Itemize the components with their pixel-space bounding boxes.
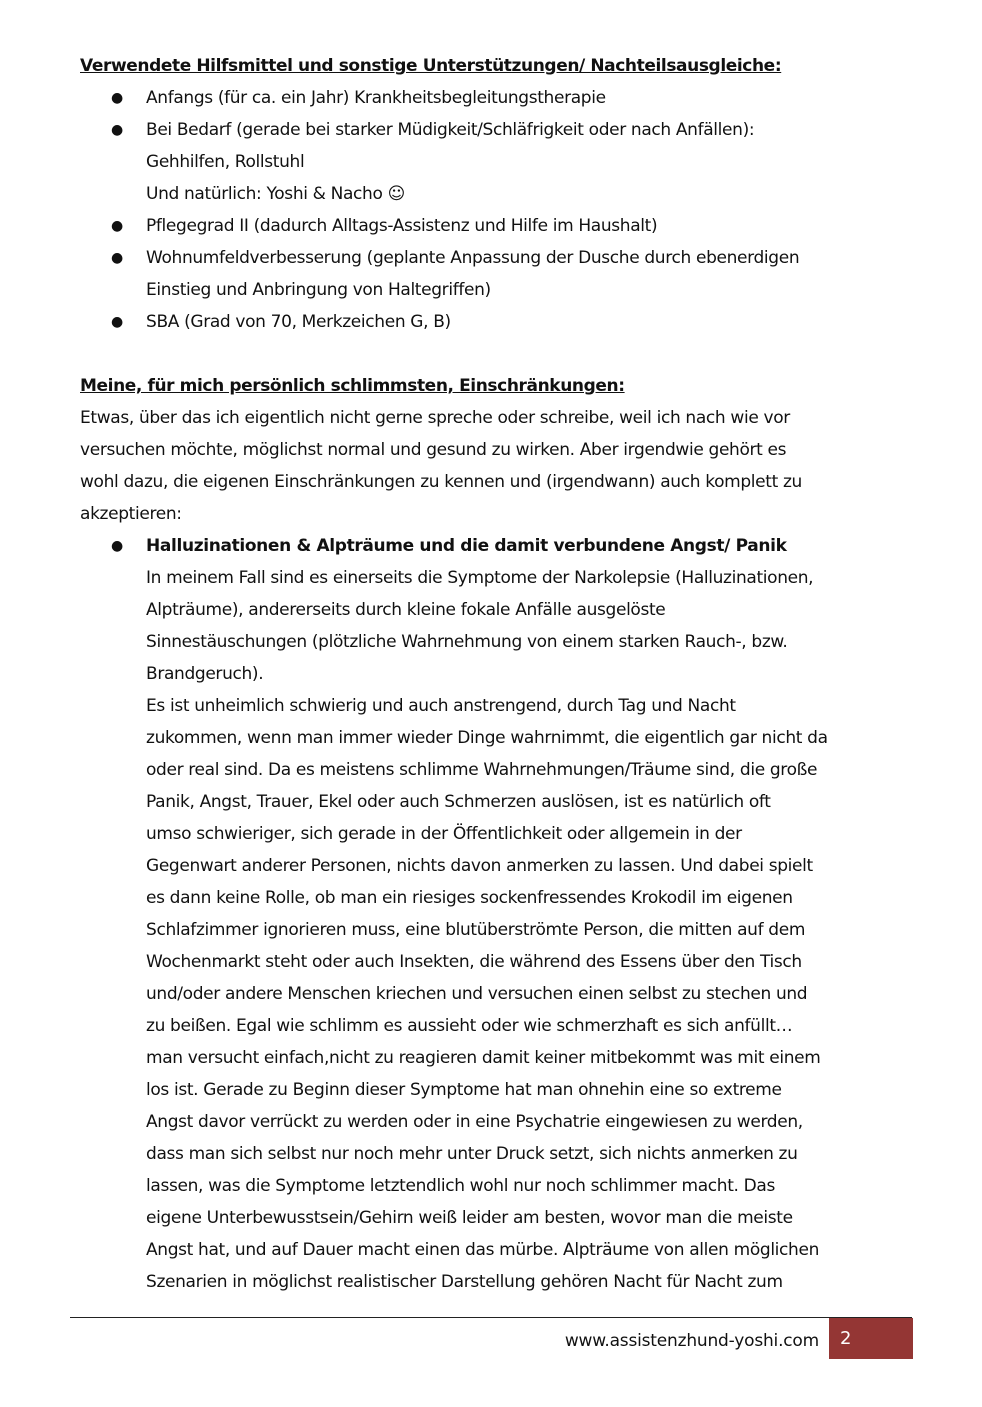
footer-website-link[interactable]: www.assistenzhund-yoshi.com [564,1331,819,1351]
bullet-icon: ● [111,250,123,266]
list-item: ● Wohnumfeldverbesserung (geplante Anpassung der Dusche durch ebenerdigen Einstieg und Anbringung von Haltegriffen) [80,242,910,306]
bullet-icon: ● [111,314,123,330]
list-item: ● Anfangs (für ca. ein Jahr) Krankheitsbegleitungstherapie [80,82,910,114]
section-heading-aids: Verwendete Hilfsmittel und sonstige Unterstützungen/ Nachteilsausgleiche: [80,56,782,76]
page-number: 2 [829,1318,913,1359]
limitations-list [80,530,910,1298]
list-item: ● Bei Bedarf (gerade bei starker Müdigkeit/Schläfrigkeit oder nach Anfällen): Gehhilfen, Rollstuhl Und natürlich: Yoshi & Nacho ☺ [80,114,910,210]
bullet-icon: ● [111,538,123,554]
bullet-icon: ● [111,122,123,138]
intro-paragraph: Etwas, über das ich eigentlich nicht gerne spreche oder schreibe, weil ich nach wie vor versuchen möchte, möglichst normal und gesund zu wirken. Aber irgendwie gehört es wohl dazu, die eigenen Einschränkungen zu kennen und (irgendwann) auch komplett zu akzeptieren: [80,408,802,524]
document-page [80,50,910,1298]
list-item: ● Pflegegrad II (dadurch Alltags-Assistenz und Hilfe im Haushalt) [80,210,910,242]
aids-list [80,82,910,338]
item-title: Halluzinationen & Alpträume und die damit verbundene Angst/ Panik [146,536,787,556]
section-heading-limitations: Meine, für mich persönlich schlimmsten, Einschränkungen: [80,376,625,396]
bullet-icon: ● [111,218,123,234]
list-item: ● Halluzinationen & Alpträume und die damit verbundene Angst/ Panik In meinem Fall sind es einerseits die Symptome der Narkolepsie (Halluzinationen, Alpträume), andererseits durch kleine fokale Anfälle ausgelöste Sinnestäuschungen (plötzliche Wahrnehmung von einem starken Rauch-, bzw. Brandgeruch). Es ist unheimlich schwierig und auch anstrengend, durch Tag und Nacht zukommen, wenn man immer wieder Dinge wahrnimmt, die eigentlich gar nicht da oder real sind. Da es meistens schlimme Wahrnehmungen/Träume sind, die große Panik, Angst, Trauer, Ekel oder auch Schmerzen auslösen, ist es natürlich oft umso schwieriger, sich gerade in der Öffentlichkeit oder allgemein in der Gegenwart anderer Personen, nichts davon anmerken zu lassen. Und dabei spielt es dann keine Rolle, ob man ein riesiges sockenfressendes Krokodil im eigenen Schlafzimmer ignorieren muss, eine blutüberströmte Person, die mitten auf dem Wochenmarkt steht oder auch Insekten, die während des Essens über den Tisch und/oder andere Menschen kriechen und versuchen einen selbst zu stechen und zu beißen. Egal wie schlimm es aussieht oder wie schmerzhaft es sich anfüllt… man versucht einfach,nicht zu reagieren damit keiner mitbekommt was mit einem los ist. Gerade zu Beginn dieser Symptome hat man ohnehin eine so extreme Angst davor verrückt zu werden oder in eine Psychatrie eingewiesen zu werden, dass man sich selbst nur noch mehr unter Druck setzt, sich nichts anmerken zu lassen, was die Symptome letztendlich wohl nur noch schlimmer macht. Das eigene Unterbewusstsein/Gehirn weiß leider am besten, wovor man die meiste Angst hat, und auf Dauer macht einen das mürbe. Alpträume von allen möglichen Szenarien in möglichst realistischer Darstellung gehören Nacht für Nacht zum [80,530,910,1298]
list-item: ● SBA (Grad von 70, Merkzeichen G, B) [80,306,910,338]
bullet-icon: ● [111,90,123,106]
footer-divider [70,1317,912,1318]
